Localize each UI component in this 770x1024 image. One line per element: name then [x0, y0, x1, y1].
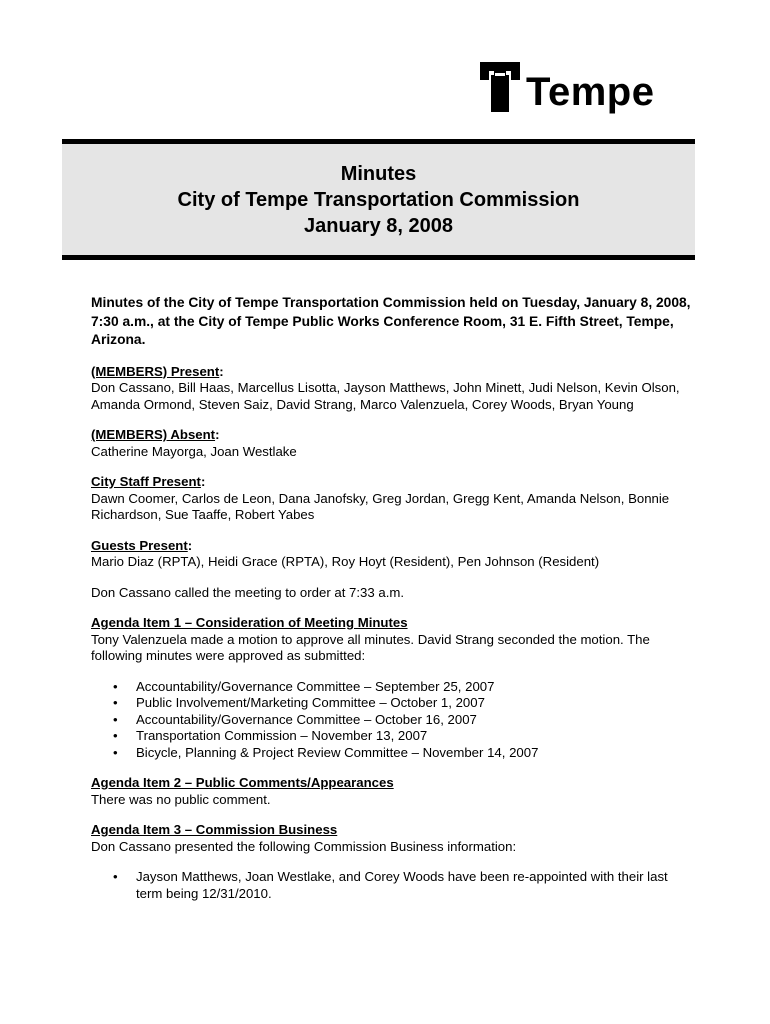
agenda-item-2-text: There was no public comment. [91, 791, 271, 807]
tempe-t-logo-icon [480, 58, 520, 114]
list-item: • Accountability/Governance Committee – September 25, 2007 [91, 679, 691, 696]
agenda-item-1-section [91, 615, 691, 761]
staff-present-heading: City Staff Present: [91, 474, 206, 489]
guests-present-heading: Guests Present: [91, 537, 193, 553]
agenda-item-3-heading: Agenda Item 3 – Commission Business [91, 822, 338, 837]
guests-present-list: Mario Diaz (RPTA), Heidi Grace (RPTA), Roy Hoyt (Resident), Pen Johnson (Resident) [91, 554, 600, 569]
members-present-list: Don Cassano, Bill Haas, Marcellus Lisotta, Jayson Matthews, John Minett, Judi Nelson, Kevin Olson, Amanda Ormond, Steven Saiz, David Strang, Marco Valenzuela, Corey Woods, Bryan Young [91, 380, 680, 412]
intro-paragraph: Minutes of the City of Tempe Transportation Commission held on Tuesday, January 8, 2008, 7:30 a.m., at the City of Tempe Public Works Conference Room, 31 E. Fifth Street, Tempe, Arizona. [91, 295, 691, 347]
guests-present-section [91, 538, 691, 571]
call-to-order: Don Cassano called the meeting to order at 7:33 a.m. [91, 584, 405, 600]
agenda-item-2-heading: Agenda Item 2 – Public Comments/Appearances [91, 775, 394, 790]
list-item: • Jayson Matthews, Joan Westlake, and Corey Woods have been re-appointed with their last term being 12/31/2010. [91, 869, 691, 902]
tempe-logo [480, 54, 654, 114]
list-item: • Accountability/Governance Committee – October 16, 2007 [91, 712, 691, 729]
agenda-item-3-list [91, 869, 691, 902]
title-line-3: January 8, 2008 [304, 214, 453, 237]
agenda-item-3-text: Don Cassano presented the following Commission Business information: [91, 838, 517, 854]
agenda-item-1-text: Tony Valenzuela made a motion to approve all minutes. David Strang seconded the motion. The following minutes were approved as submitted: [91, 631, 650, 663]
agenda-item-3-section [91, 822, 691, 902]
members-absent-section [91, 427, 691, 460]
list-item: • Transportation Commission – November 13, 2007 [91, 728, 691, 745]
members-present-heading: (MEMBERS) Present: [91, 363, 224, 379]
title-line-1: Minutes [340, 162, 417, 185]
staff-present-section [91, 474, 691, 524]
title-banner [62, 139, 695, 260]
agenda-item-2-section [91, 775, 691, 808]
document-body [91, 294, 691, 916]
agenda-item-1-heading: Agenda Item 1 – Consideration of Meeting Minutes [91, 615, 408, 630]
agenda-item-1-list [91, 679, 691, 762]
title-line-2: City of Tempe Transportation Commission [177, 188, 580, 211]
members-absent-list: Catherine Mayorga, Joan Westlake [91, 443, 297, 459]
members-absent-heading: (MEMBERS) Absent: [91, 427, 220, 442]
staff-present-list: Dawn Coomer, Carlos de Leon, Dana Janofsky, Greg Jordan, Gregg Kent, Amanda Nelson, Bonnie Richardson, Sue Taaffe, Robert Yabes [91, 490, 670, 522]
list-item: • Bicycle, Planning & Project Review Committee – November 14, 2007 [91, 745, 691, 762]
list-item: • Public Involvement/Marketing Committee – October 1, 2007 [91, 695, 691, 712]
members-present-section [91, 364, 691, 414]
logo-text: Tempe [526, 70, 655, 114]
